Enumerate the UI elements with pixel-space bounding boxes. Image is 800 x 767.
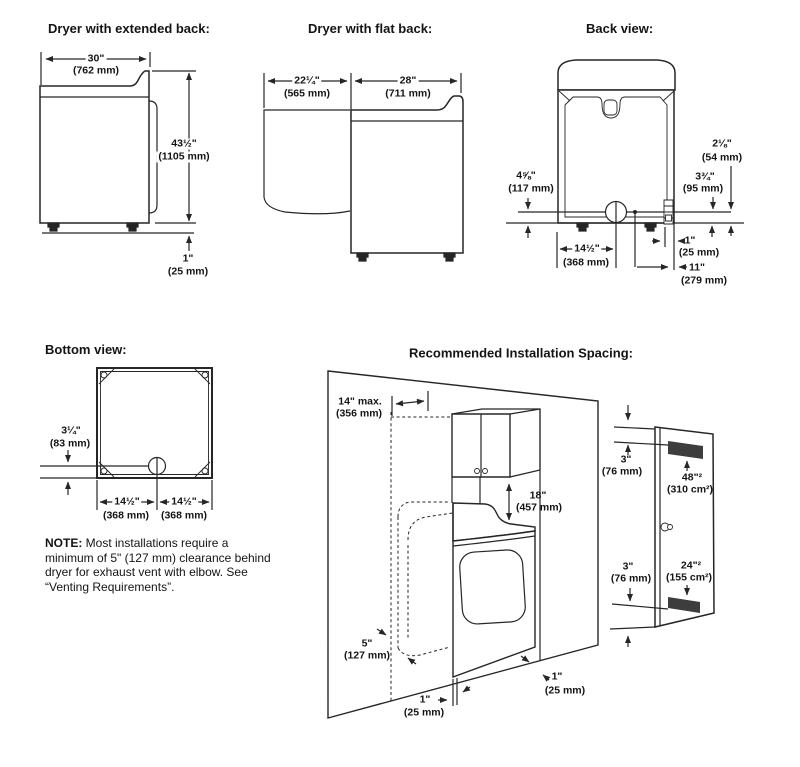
dim-left-span-mm: (368 mm)	[102, 509, 150, 522]
dim-width-mm: (762 mm)	[72, 64, 120, 77]
dim-279-mm: (279 mm)	[680, 274, 728, 287]
dim-door-top-gap-mm: (76 mm)	[601, 465, 643, 478]
dim-leg-in: 1"	[182, 252, 194, 265]
dim-right-side-mm: (25 mm)	[544, 684, 586, 697]
dim-left-side-in: 1"	[419, 693, 431, 706]
note-label: NOTE:	[45, 536, 83, 550]
dim-height-mm: (1105 mm)	[158, 150, 210, 163]
dim-95-mm: (95 mm)	[682, 182, 724, 195]
installation-drawing	[328, 371, 714, 718]
dim-door-top-gap-in: 3"	[620, 453, 632, 466]
dim-height-in: 43½"	[171, 137, 197, 150]
dim-right-span-mm: (368 mm)	[160, 509, 208, 522]
dim-left-side-mm: (25 mm)	[403, 706, 445, 719]
dim-25-mm: (25 mm)	[678, 246, 720, 259]
dim-above-dryer-mm: (457 mm)	[515, 501, 563, 514]
dim-368-mm: (368 mm)	[562, 256, 610, 269]
dim-279-in: 11"	[688, 261, 706, 274]
dim-95-in: 3¾"	[695, 170, 715, 183]
back-view-drawing	[506, 60, 744, 270]
dim-depth-body-mm: (711 mm)	[385, 87, 431, 100]
dim-width-in: 30"	[87, 52, 105, 65]
dim-54-mm: (54 mm)	[701, 151, 743, 164]
dim-above-dryer-in: 18"	[529, 489, 547, 502]
panel-title-bottom-view: Bottom view:	[45, 342, 127, 357]
dim-rear-clearance-mm: (127 mm)	[343, 649, 391, 662]
panel-title-back-view: Back view:	[586, 21, 654, 36]
dim-cabinet-depth-in: 14" max.	[338, 395, 382, 408]
dim-117-in: 4⅝"	[516, 169, 536, 182]
dim-door-bottom-gap-mm: (76 mm)	[610, 572, 652, 585]
note-text: Most installations require a minimum of 5" (127 mm) clearance behind dryer for exhaust vent with elbow. See “Venting Requirements”.	[45, 536, 271, 594]
dim-depth-front-mm: (565 mm)	[283, 87, 331, 100]
label-bottom-vent-area-in: 24"²	[680, 559, 702, 572]
dim-54-in: 2⅛"	[712, 137, 732, 150]
dim-rear-clearance-in: 5"	[361, 637, 373, 650]
flat-back-drawing	[264, 73, 463, 261]
dim-depth-body-in: 28"	[399, 74, 417, 87]
label-top-vent-area-in: 48"²	[681, 471, 703, 484]
dim-leg-mm: (25 mm)	[167, 265, 209, 278]
dim-right-side-in: 1"	[551, 670, 563, 683]
panel-title-flat-back: Dryer with flat back:	[308, 21, 433, 36]
label-top-vent-area-cm: (310 cm²)	[666, 483, 714, 496]
installation-note	[45, 536, 273, 594]
panel-title-extended-back: Dryer with extended back:	[48, 21, 210, 36]
dim-25-in: 1"	[684, 234, 696, 247]
dim-83-in: 3¼"	[61, 424, 81, 437]
dim-cabinet-depth-mm: (356 mm)	[335, 407, 383, 420]
panel-title-installation: Recommended Installation Spacing:	[409, 345, 633, 361]
dim-door-bottom-gap-in: 3"	[622, 560, 634, 573]
dim-left-span-in: 14½"	[114, 495, 140, 508]
dim-right-span-in: 14½"	[171, 495, 197, 508]
label-bottom-vent-area-cm: (155 cm²)	[665, 571, 713, 584]
dim-83-mm: (83 mm)	[49, 437, 91, 450]
dim-117-mm: (117 mm)	[508, 182, 554, 195]
dim-368-in: 14½"	[574, 242, 600, 255]
dim-depth-front-in: 22¼"	[294, 74, 320, 87]
